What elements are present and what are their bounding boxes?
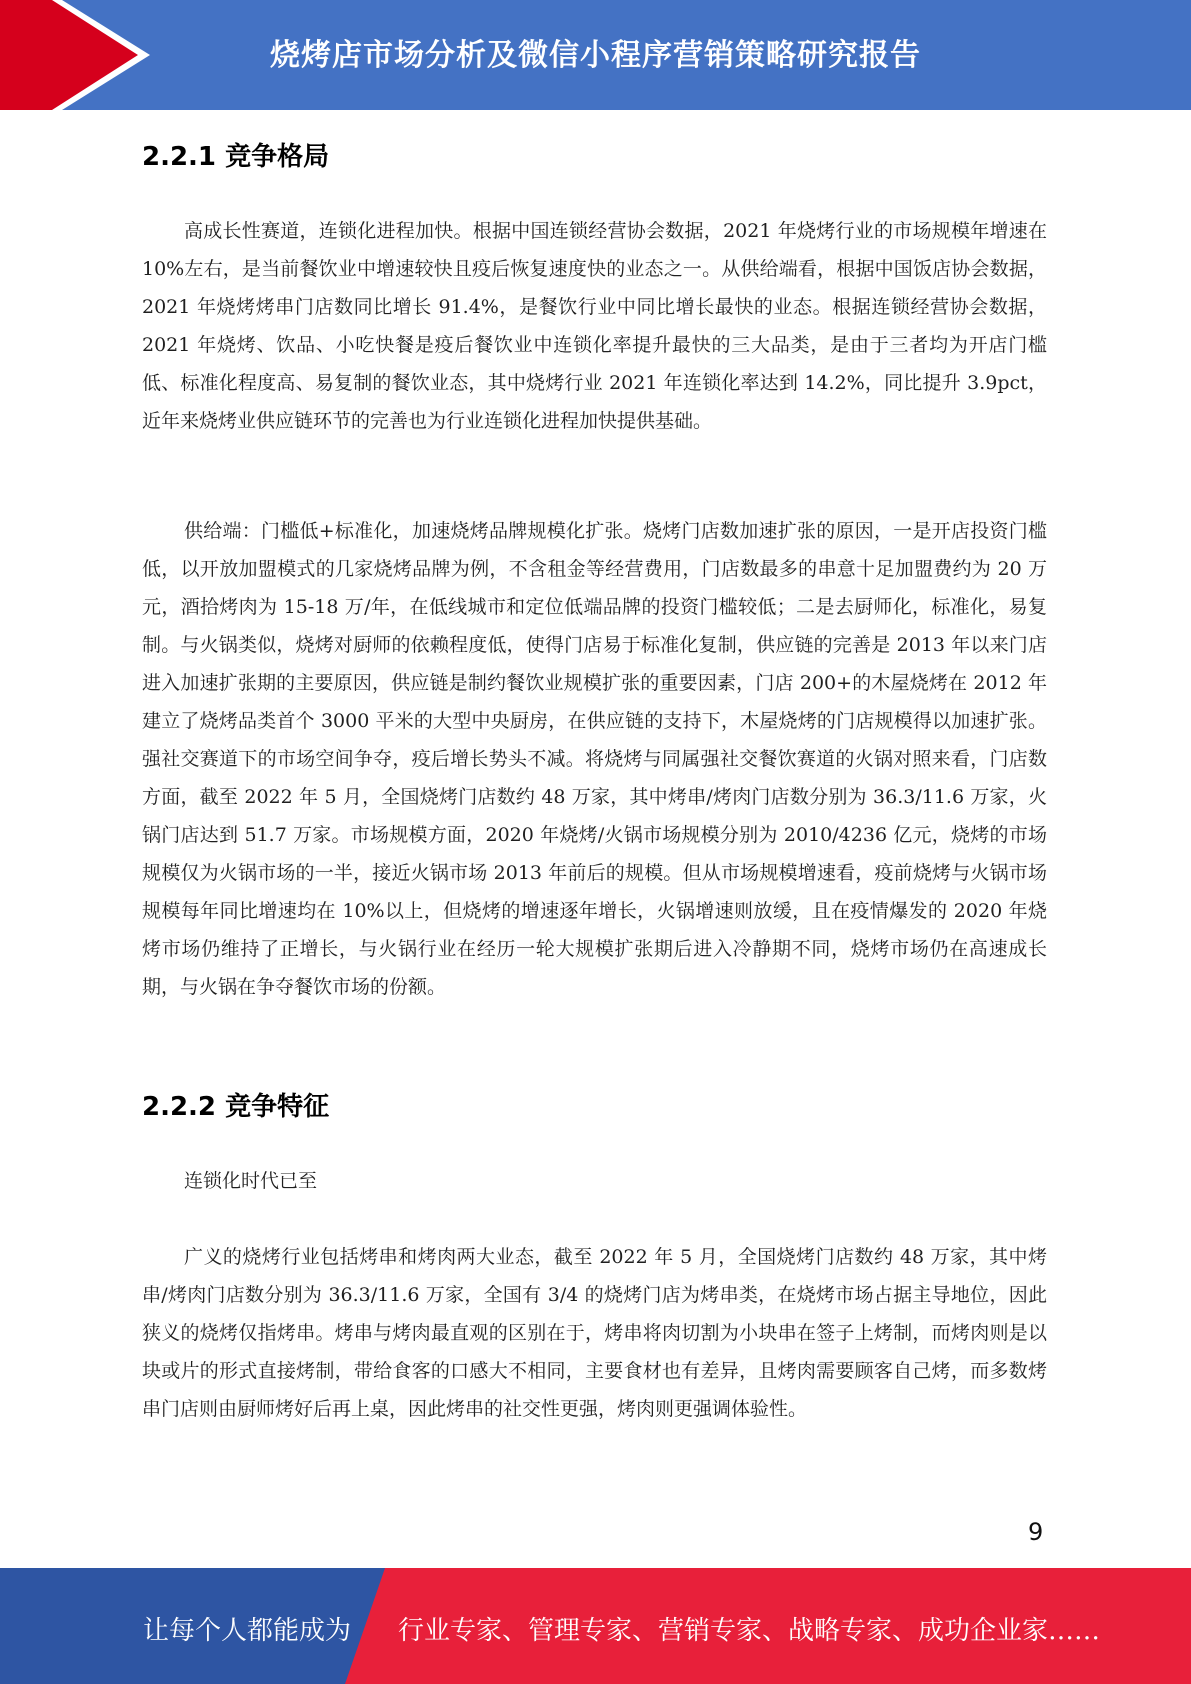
header-banner: [0, 0, 1191, 110]
paragraph: 广义的烧烤行业包括烤串和烤肉两大业态，截至 2022 年 5 月，全国烧烤门店数约 48 万家，其中烤串/烤肉门店数分别为 36.3/11.6 万家，全国有 3/4 的烧烤门店为烤串类，在烧烤市场占据主导地位，因此狭义的烧烤仅指烤串。烤串与烤肉最直观的区别在于，烤串将肉切割为小块串在签子上烤制，而烤肉则是以块或片的形式直接烤制，带给食客的口感大不相同，主要食材也有差异，且烤肉需要顾客自己烤，而多数烤串门店则由厨师烤好后再上桌，因此烤串的社交性更强，烤肉则更强调体验性。: [142, 1246, 1047, 1420]
footer-banner: [0, 1568, 1191, 1684]
footer-slogan-right: 行业专家、管理专家、营销专家、战略专家、成功企业家……: [398, 1616, 1101, 1646]
paragraph: 供给端：门槛低+标准化，加速烧烤品牌规模化扩张。烧烤门店数加速扩张的原因，一是开店投资门槛低，以开放加盟模式的几家烧烤品牌为例，不含租金等经营费用，门店数最多的串意十足加盟费约为 20 万元，酒拾烤肉为 15-18 万/年，在低线城市和定位低端品牌的投资门槛较低；二是去厨师化，标准化，易复制。与火锅类似，烧烤对厨师的依赖程度低，使得门店易于标准化复制，供应链的完善是 2013 年以来门店进入加速扩张期的主要原因，供应链是制约餐饮业规模扩张的重要因素，门店 200+的木屋烧烤在 2012 年建立了烧烤品类首个 3000 平米的大型中央厨房，在供应链的支持下，木屋烧烤的门店规模得以加速扩张。强社交赛道下的市场空间争夺，疫后增长势头不减。将烧烤与同属强社交餐饮赛道的火锅对照来看，门店数方面，截至 2022 年 5 月，全国烧烤门店数约 48 万家，其中烤串/烤肉门店数分别为 36.3/11.6 万家，火锅门店达到 51.7 万家。市场规模方面，2020 年烧烤/火锅市场规模分别为 2010/4236 亿元，烧烤的市场规模仅为火锅市场的一半，接近火锅市场 2013 年前后的规模。但从市场规模增速看，疫前烧烤与火锅市场规模每年同比增速均在 10%以上，但烧烤的增速逐年增长，火锅增速则放缓，且在疫情爆发的 2020 年烧烤市场仍维持了正增长，与火锅行业在经历一轮大规模扩张期后进入冷静期不同，烧烤市场仍在高速成长期，与火锅在争夺餐饮市场的份额。: [142, 520, 1047, 998]
subheading-paragraph: 连锁化时代已至: [184, 1170, 318, 1192]
report-title: 烧烤店市场分析及微信小程序营销策略研究报告: [270, 38, 921, 73]
section-heading: 2.2.2 竞争特征: [142, 1092, 330, 1122]
footer-slogan-left: 让每个人都能成为: [143, 1616, 352, 1646]
paragraph: 高成长性赛道，连锁化进程加快。根据中国连锁经营协会数据，2021 年烧烤行业的市场规模年增速在 10%左右，是当前餐饮业中增速较快且疫后恢复速度快的业态之一。从供给端看，根据中国饭店协会数据，2021 年烧烤烤串门店数同比增长 91.4%，是餐饮行业中同比增长最快的业态。根据连锁经营协会数据，2021 年烧烤、饮品、小吃快餐是疫后餐饮业中连锁化率提升最快的三大品类，是由于三者均为开店门槛低、标准化程度高、易复制的餐饮业态，其中烧烤行业 2021 年连锁化率达到 14.2%，同比提升 3.9pct，近年来烧烤业供应链环节的完善也为行业连锁化进程加快提供基础。: [142, 220, 1047, 432]
chevron-arrow-icon: [0, 0, 150, 110]
section-heading: 2.2.1 竞争格局: [142, 142, 330, 172]
page-number: 9: [1028, 1518, 1044, 1546]
